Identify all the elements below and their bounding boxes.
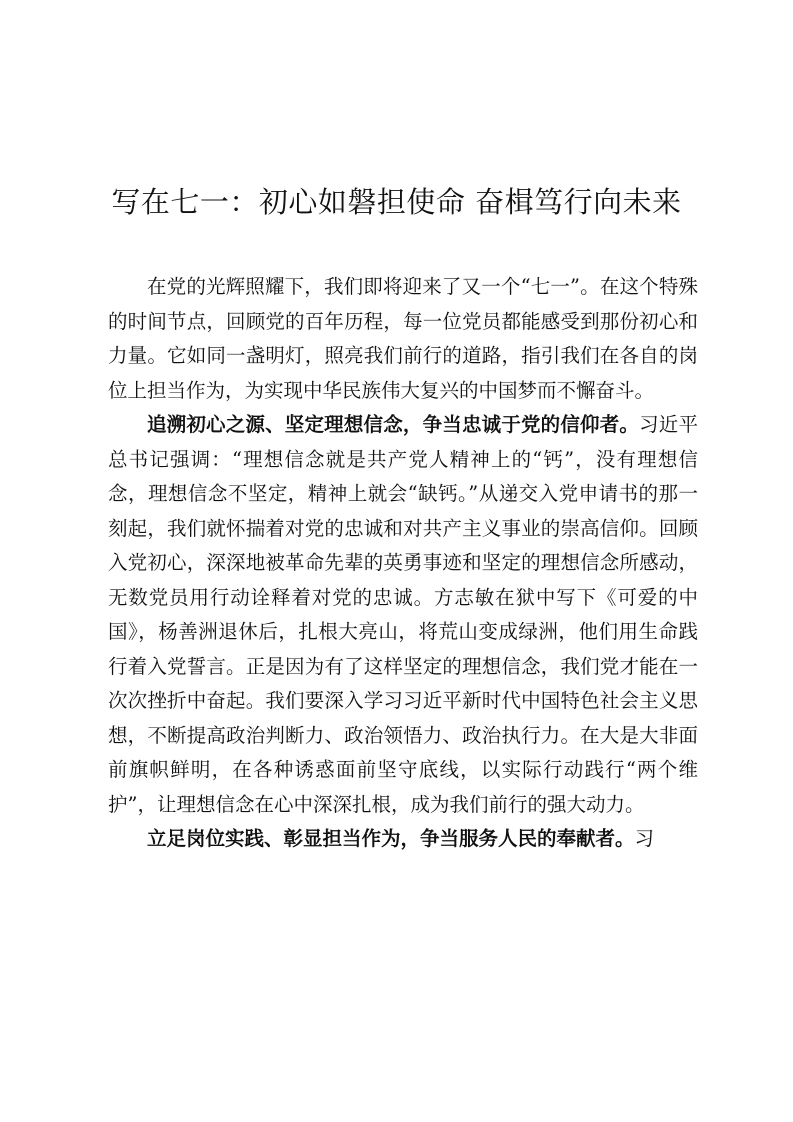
paragraph-lead: 立足岗位实践、彰显担当作为，争当服务人民的奉献者。 [147,827,635,850]
paragraph-2 [108,408,698,822]
paragraph-3 [108,822,698,857]
paragraph-lead: 追溯初心之源、坚定理想信念，争当忠诚于党的信仰者。 [147,413,640,436]
paragraph-1 [108,270,698,408]
document-title: 写在七一：初心如磐担使命 奋楫笃行向未来 [111,185,682,219]
document-body [108,270,698,857]
paragraph-text: 在党的光辉照耀下，我们即将迎来了又一个“七一”。在这个特殊的时间节点，回顾党的百年历程，每一位党员都能感受到那份初心和力量。它如同一盏明灯，照亮我们前行的道路，指引我们在各自的岗位上担当作为，为实现中华民族伟大复兴的中国梦而不懈奋斗。 [108,275,698,402]
paragraph-text: 习 [634,827,655,850]
paragraph-text: 习近平总书记强调：“理想信念就是共产党人精神上的“钙”，没有理想信念，理想信念不坚定，精神上就会“缺钙。”从递交入党申请书的那一刻起，我们就怀揣着对党的忠诚和对共产主义事业的崇高信仰。回顾入党初心，深深地被革命先辈的英勇事迹和坚定的理想信念所感动，无数党员用行动诠释着对党的忠诚。方志敏在狱中写下《可爱的中国》，杨善洲退休后，扎根大亮山，将荒山变成绿洲，他们用生命践行着入党誓言。正是因为有了这样坚定的理想信念，我们党才能在一次次挫折中奋起。我们要深入学习习近平新时代中国特色社会主义思想，不断提高政治判断力、政治领悟力、政治执行力。在大是大非面前旗帜鲜明，在各种诱惑面前坚守底线，以实际行动践行“两个维护”，让理想信念在心中深深扎根，成为我们前行的强大动力。 [108,413,698,816]
